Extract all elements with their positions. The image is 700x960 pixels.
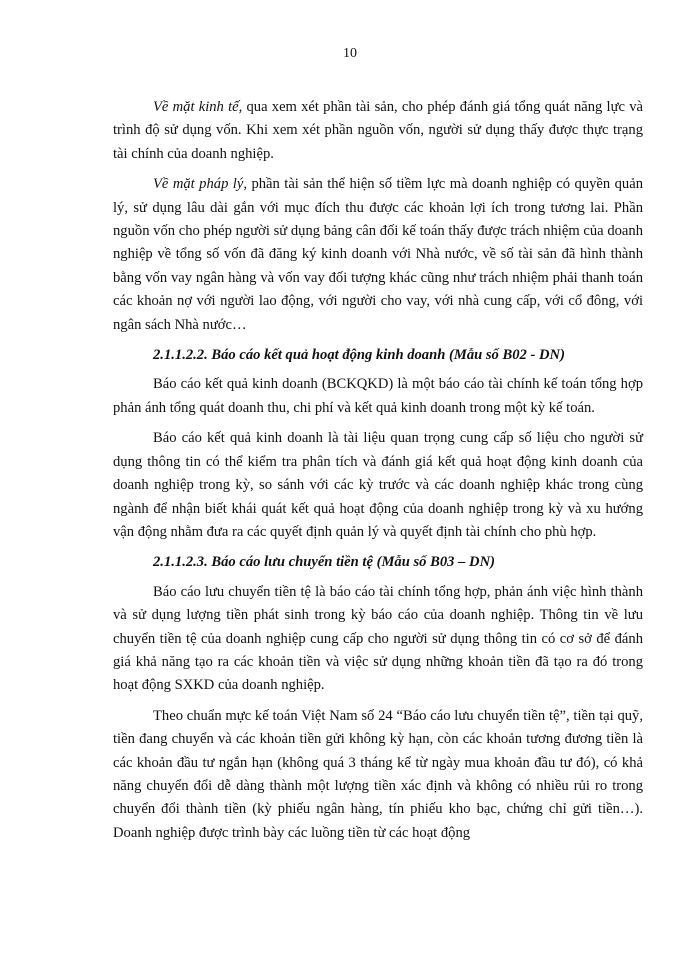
paragraph-lead: Về mặt pháp lý, xyxy=(153,176,247,193)
paragraph-legal xyxy=(113,173,643,337)
page-number: 10 xyxy=(343,46,357,61)
paragraph: Báo cáo lưu chuyển tiền tệ là báo cáo tài chính tổng hợp, phản ánh việc hình thành và sử dụng lượng tiền phát sinh trong kỳ báo cáo của doanh nghiệp. Thông tin về lưu chuyển tiền tệ của doanh nghiệp cung cấp cho người sử dụng thông tin có cơ sở để đánh giá khả năng tạo ra các khoản tiền và việc sử dụng những khoản tiền đã tạo ra đó trong hoạt động SXKD của doanh nghiệp. xyxy=(113,583,643,694)
paragraph-text: qua xem xét phần tài sản, cho phép đánh giá tổng quát năng lực và trình độ sử dụng vốn. Khi xem xét phần nguồn vốn, người sử dụng thấy được thực trạng tài chính của doanh nghiệp. xyxy=(113,99,643,162)
paragraph: Báo cáo kết quả kinh doanh (BCKQKD) là một báo cáo tài chính kế toán tổng hợp phản ánh tổng quát doanh thu, chi phí và kết quả kinh doanh trong một kỳ kế toán. xyxy=(113,376,643,416)
paragraph: Theo chuẩn mực kế toán Việt Nam số 24 “Báo cáo lưu chuyển tiền tệ”, tiền tại quỹ, tiền đang chuyển và các khoản tiền gửi không kỳ hạn, còn các khoản tương đương tiền là các khoản đầu tư ngắn hạn (không quá 3 tháng kể từ ngày mua khoản đầu tư đó), có khả năng chuyển đổi dễ dàng thành một lượng tiền xác định và không có nhiều rủi ro trong chuyển đổi thành tiền (kỳ phiếu ngân hàng, tín phiếu kho bạc, chứng chỉ gửi tiền…). Doanh nghiệp được trình bày các luồng tiền từ các hoạt động xyxy=(113,707,643,841)
paragraph-economic xyxy=(113,96,643,166)
paragraph-text: phần tài sản thể hiện số tiềm lực mà doanh nghiệp có quyền quản lý, sử dụng lâu dài gắn với mục đích thu được các khoản lợi ích trong tương lai. Phần nguồn vốn cho phép người sử dụng bảng cân đối kế toán thấy được trách nhiệm của doanh nghiệp về tổng số vốn đã đăng ký kinh doanh với Nhà nước, về số tài sản đã hình thành bằng vốn vay ngân hàng và vốn vay đối tượng khác cũng như trách nhiệm phải thanh toán các khoản nợ với người lao động, với người cho vay, với nhà cung cấp, với cổ đông, với ngân sách Nhà nước… xyxy=(113,176,643,333)
document-body xyxy=(113,96,643,852)
paragraph-lead: Về mặt kinh tế, xyxy=(153,99,243,115)
section-heading-cash-flow: 2.1.1.2.3. Báo cáo lưu chuyển tiền tệ (Mẫu số B03 – DN) xyxy=(153,554,495,571)
paragraph: Báo cáo kết quả kinh doanh là tài liệu quan trọng cung cấp số liệu cho người sử dụng thông tin có thể kiểm tra phân tích và đánh giá kết quả hoạt động kinh doanh của doanh nghiệp trong kỳ, so sánh với các kỳ trước và các doanh nghiệp khác trong cùng ngành để nhận biết khái quát kết quả hoạt động của doanh nghiệp trong kỳ và xu hướng vận động nhằm đưa ra các quyết định quản lý và quyết định tài chính cho phù hợp. xyxy=(113,430,643,540)
section-heading-income-statement: 2.1.1.2.2. Báo cáo kết quả hoạt động kinh doanh (Mẫu số B02 - DN) xyxy=(153,347,565,364)
